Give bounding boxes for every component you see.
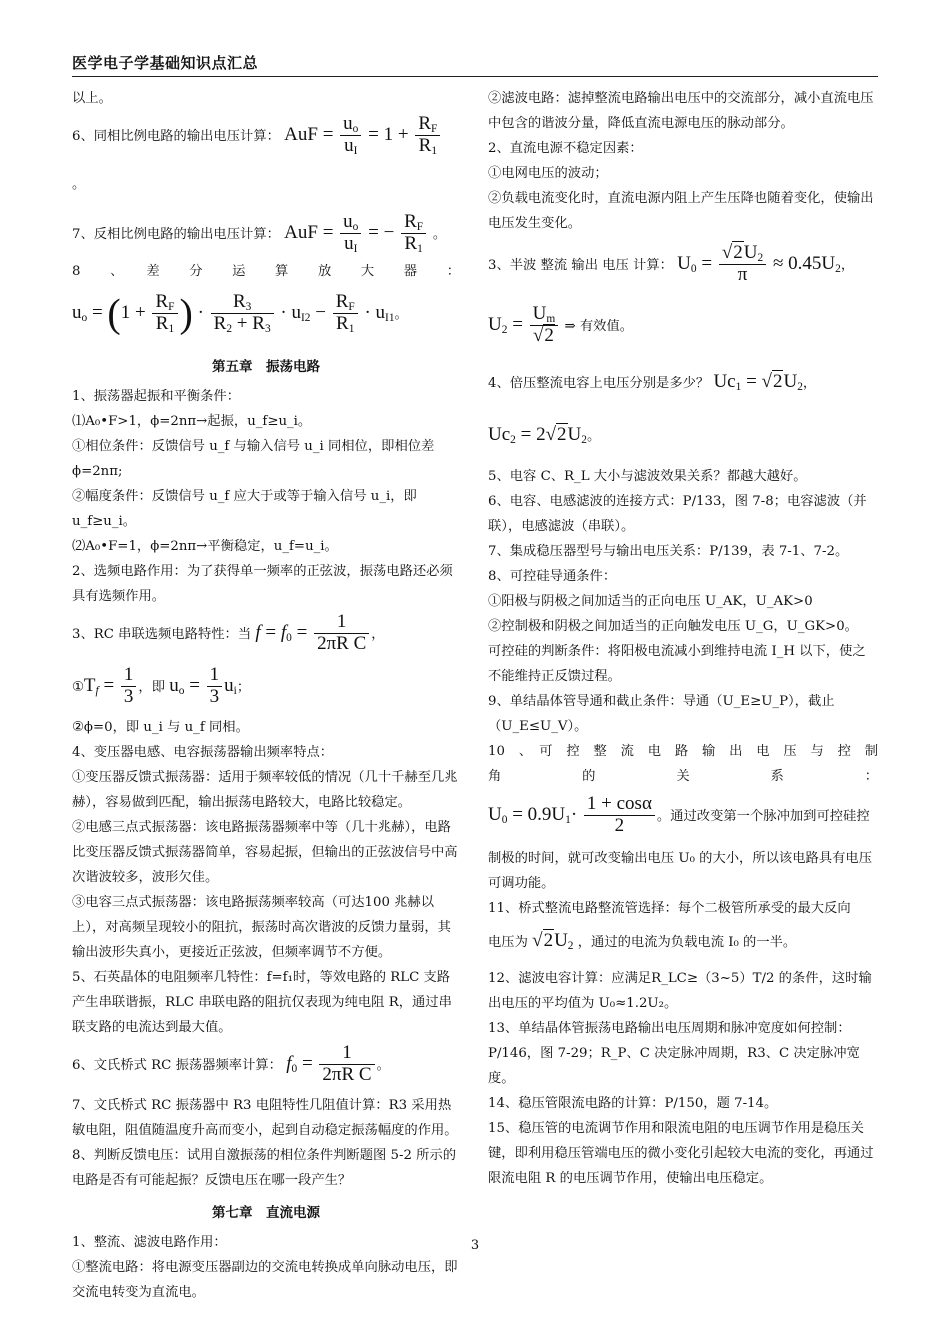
text-line: ①变压器反馈式振荡器：适用于频率较低的情况（几十千赫至几兆赫），容易做到匹配，输出振荡电路较大，电路比较稳定。: [72, 770, 458, 810]
text-line: 15、稳压管的电流调节作用和限流电阻的电压调节作用是稳压关键，即利用稳压管端电压的微小变化引起较大电流的变化，再通过限流电阻 R 的电压调节作用，使输出电压稳定。: [488, 1121, 874, 1186]
formula-differential: $u_o = (1$ + $\frac{R_F}{R_1}$ ) · $\frac{R_3}{R_2 + R_3}$ · $u_{I2}$ − $\frac{R_F}{R_1}$ · $u_{I1}$。: [72, 290, 408, 336]
formula-reverse-voltage: $√2U_2$: [532, 930, 574, 952]
formula-rc-frequency: $f = f_0$ = $\frac{1}{\text{2πR C}}$: [255, 622, 371, 643]
text-line: ②电感三点式振荡器：该电路振荡器频率中等（几十兆赫），电路比变压器反馈式振荡器简单，容易起振，但输出的正弦波信号中高次谐波较多，波形欠佳。: [72, 820, 458, 885]
chapter-heading: 第五章 振荡电路: [212, 359, 320, 375]
text-line: 12、滤波电容计算：应满足R_LC≥（3~5）T/2 的条件，这时输出电压的平均值为 U₀≈1.2U₂。: [488, 971, 872, 1011]
text-line: 13、单结晶体管振荡电路输出电压周期和脉冲宽度如何控制：P/146，图 7-29；R_P、C 决定脉冲周期，R3、C 决定脉冲宽度。: [488, 1021, 860, 1086]
text-line: 7、文氏桥式 RC 振荡器中 R3 电阻特性几阻值计算：R3 采用热敏电阻，阻值随温度升高而变小，起到自动稳定振荡幅度的作用。: [72, 1098, 458, 1138]
text-line: ⑵A₀•F=1，ϕ=2nπ→平衡稳定，u_f=u_i。: [72, 539, 338, 554]
formula-line: 7、反相比例电路的输出电压计算： AuF = $\frac{u_o}{u_I}$ = − $\frac{R_F}{R_1}$ 。: [72, 210, 447, 256]
formula-line: 6、文氏桥式 RC 振荡器频率计算： $f_0$ = $\frac{1}{\text{2πR C}}$ 。: [72, 1042, 390, 1086]
left-column: [72, 86, 460, 1305]
formula-line: $U_2$ = $\frac{U_m}{√2}$ ⇒ 有效值。: [488, 302, 634, 347]
text-line: ⑴A₀•F>1，ϕ=2nπ→起振，u_f≥u_i。: [72, 414, 312, 429]
formula-line: 3、半波 整流 输出 电压 计算： $U_0$ = $\frac{√2U_2}{\pi}$ ≈ $0.45U_2$，: [488, 241, 855, 286]
formula-line: 电压为 $√2U_2$ ，通过的电流为负载电流 I₀ 的一半。: [488, 930, 797, 952]
text-line: 14、稳压管限流电路的计算：P/150，题 7-14。: [488, 1096, 778, 1111]
formula-inverting: AuF = $\frac{u_o}{u_I}$ = − $\frac{R_F}{R_1}$: [284, 222, 433, 243]
text-line: ②控制极和阴极之间加适当的正向触发电压 U_G，U_GK>0。: [488, 619, 858, 634]
text-line: 2、直流电源不稳定因素：: [488, 141, 643, 156]
text-line: 8、可控硅导通条件：: [488, 569, 617, 584]
text-line: 可控硅的判断条件：将阳极电流减小到维持电流 I_H 以下，使之不能维持正反馈过程。: [488, 644, 866, 684]
formula-line: 3、RC 串联选频电路特性：当 $f = f_0$ = $\frac{1}{\text{2πR C}}$ ，: [72, 611, 385, 655]
text-line: 制极的时间，就可改变输出电压 U₀ 的大小，所以该电路具有电压可调功能。: [488, 851, 873, 891]
page-header: [72, 52, 878, 77]
text-line: 5、电容 C、R_L 大小与滤波效果关系？都越大越好。: [488, 469, 807, 484]
text-line: 5、石英晶体的电阻频率几特性：f=f₁时，等效电路的 RLC 支路产生串联谐振，RLC 串联电路的阻抗仅表现为纯电阻 R，通过串联支路的电流达到最大值。: [72, 970, 452, 1035]
text-line: 7、集成稳压器型号与输出电压关系：P/139，表 7-1、7-2。: [488, 544, 849, 559]
text-line: ③电容三点式振荡器：该电路振荡频率较高（可达100 兆赫以上），对高频呈现较小的阻抗，振荡时高次谐波的反馈力量弱，其输出波形失真小，更接近正弦波，但频率调节不方便。: [72, 895, 451, 960]
text-line: ②幅度条件：反馈信号 u_f 应大于或等于输入信号 u_i，即 u_f≥u_i。: [72, 489, 417, 529]
right-column: [488, 86, 892, 1191]
text-line: 4、变压器电感、电容振荡器输出频率特点：: [72, 745, 334, 760]
text-line: ①电网电压的波动；: [488, 166, 608, 181]
text-line: ①整流电路：将电源变压器副边的交流电转换成单向脉动电压，即交流电转变为直流电。: [72, 1260, 458, 1300]
text-line: 9、单结晶体管导通和截止条件：导通（U_E≥U_P），截止（U_E≤U_V）。: [488, 694, 835, 734]
text-line: 1、整流、滤波电路作用：: [72, 1235, 227, 1250]
formula-line: 6、同相比例电路的输出电压计算： AuF = $\frac{u_o}{u_I}$ = 1 + $\frac{R_F}{R_1}$ 。: [72, 111, 460, 209]
text-line: 1、振荡器起振和平衡条件：: [72, 389, 241, 404]
formula-noninverting: AuF = $\frac{u_o}{u_I}$ = 1 + $\frac{R_F}{R_1}$: [284, 124, 442, 145]
text-line: 10 、 可 控 整 流 电 路 输 出 电 压 与 控 制 角 的 关 系 ：: [488, 744, 892, 784]
text-line: 以上。: [72, 91, 112, 106]
text-line: 8 、 差 分 运 算 放 大 器 ：: [72, 264, 460, 279]
chapter-heading: 第七章 直流电源: [212, 1205, 320, 1221]
formula-controlled-rectifier: $U_0 = 0.9U_1\cdot$ $\frac{1 + \cos\alpha}{2}$: [488, 804, 657, 825]
text-line: ①阳极与阴极之间加适当的正向电压 U_AK，U_AK>0: [488, 594, 813, 609]
formula-line: $①T_f$ = $\frac{1}{3}$ ，即 $u_o$ = $\frac{1}{3}$ $u_i$；: [72, 664, 251, 708]
text-line: ①相位条件：反馈信号 u_f 与输入信号 u_i 同相位，即相位差ϕ=2nπ;: [72, 439, 435, 479]
text-line: ②负载电流变化时，直流电源内阻上产生压降也随着变化，使输出电压发生变化。: [488, 191, 874, 231]
text-line: ②滤波电路：滤掉整流电路输出电压中的交流部分，减小直流电压中包含的谐波分量，降低直流电源电压的脉动部分。: [488, 91, 874, 131]
document-title: 医学电子学基础知识点汇总: [72, 54, 259, 72]
text-line: 2、选频电路作用：为了获得单一频率的正弦波，振荡电路还必须具有选频作用。: [72, 564, 453, 604]
text-line: 11、桥式整流电路整流管选择：每个二极管所承受的最大反向: [488, 901, 851, 916]
formula-line: $U_0 = 0.9U_1\cdot$ $\frac{1 + \cos\alpha}{2}$ 。通过改变第一个脉冲加到可控硅控: [488, 793, 870, 837]
text-line: 6、电容、电感滤波的连接方式：P/133，图 7-8；电容滤波（并联），电感滤波（串联）。: [488, 494, 867, 534]
formula-wien-frequency: $f_0$ = $\frac{1}{\text{2πR C}}$: [286, 1053, 376, 1074]
formula-line: $Uc_2 = 2√2U_2$。: [488, 424, 601, 446]
text-line: ②ϕ=0，即 u_i 与 u_f 同相。: [72, 720, 249, 735]
formula-line: 4、倍压整流电容上电压分别是多少？ $Uc_1 = √2U_2$，: [488, 371, 817, 393]
text-line: 8、判断反馈电压：试用自激振荡的相位条件判断题图 5-2 所示的电路是否有可能起振？反馈电压在哪一段产生？: [72, 1148, 457, 1188]
page-number: 3: [470, 1238, 480, 1253]
formula-uc1: $Uc_1 = √2U_2$: [713, 371, 803, 393]
formula-effective-value: $U_2$ = $\frac{U_m}{√2}$: [488, 314, 560, 335]
formula-uc2: $Uc_2 = 2√2U_2$: [488, 424, 587, 446]
formula-halfwave: $U_0$ = $\frac{√2U_2}{\pi}$ ≈ $0.45U_2$: [677, 241, 841, 286]
